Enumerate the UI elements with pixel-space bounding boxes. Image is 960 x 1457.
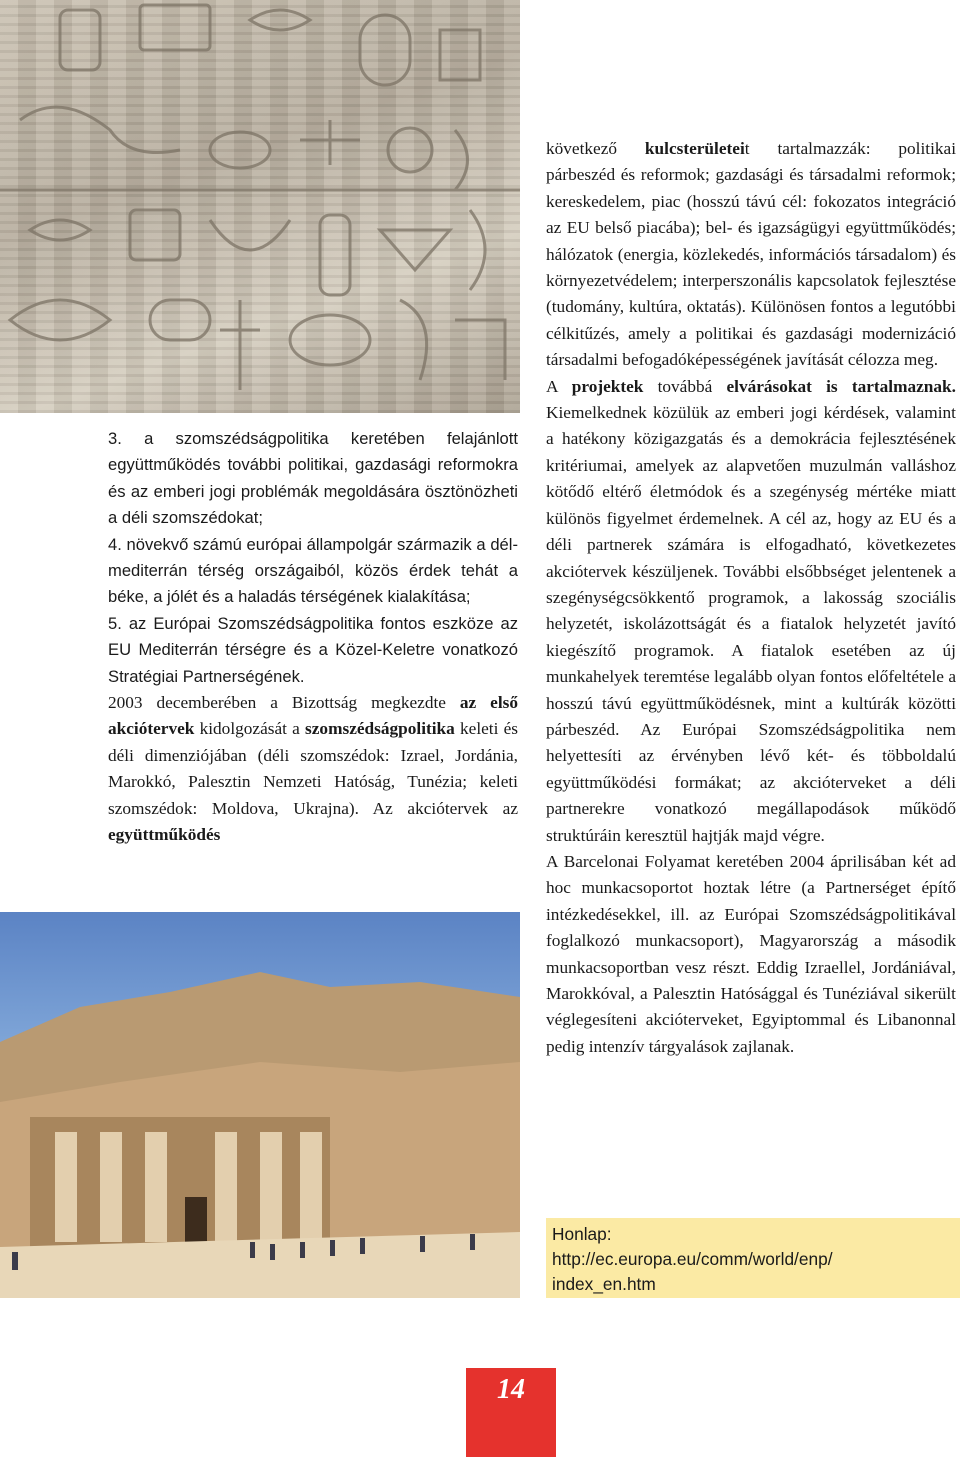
paragraph-action-plans xyxy=(108,690,518,848)
paragraph-text: 2003 decemberében a Bizottság megkezdte xyxy=(108,693,460,713)
list-item: 3. a szomszédságpolitika keretében felajánlott együttműködés további politikai, gazdasági reformokra és az emberi jogi problémák megoldására ösztönözheti a déli szomszédokat; xyxy=(108,429,518,528)
emphasis-text: projektek xyxy=(571,376,644,396)
emphasis-text: az első akciótervek xyxy=(108,693,518,739)
page-number: 14 xyxy=(466,1368,556,1457)
left-text-column xyxy=(108,426,518,849)
paragraph-text: következő xyxy=(546,139,645,158)
paragraph-projects xyxy=(546,374,956,849)
emphasis-text: szomszédságpolitika xyxy=(305,719,455,739)
list-item: 4. növekvő számú európai állampolgár származik a dél-mediterrán térség országaiból, közös érdek tehát a béke, a jólét és a haladás térségének kialakítása; xyxy=(108,534,518,607)
emphasis-text: elvárásokat is tartalmaznak. xyxy=(726,376,956,396)
list-item: 5. az Európai Szomszédságpolitika fontos eszköze az EU Mediterrán térségre és a Közel-Keletre vonatkozó Stratégiai Partnerségének. xyxy=(108,613,518,686)
paragraph-text: keleti és déli dimenziójában (déli szomszédok: Izrael, Jordánia, Marokkó, Palesztin Nemzeti Hatóság, Tunézia; keleti szomszédok: Moldova, Ukrajna). Az akciótervek az xyxy=(108,719,519,818)
paragraph-text: A xyxy=(546,376,572,396)
hieroglyph-carvings xyxy=(0,0,520,413)
website-link[interactable]: http://ec.europa.eu/comm/world/enp/ xyxy=(552,1249,833,1269)
infobox-label: Honlap: xyxy=(552,1224,612,1244)
paragraph-text: Kiemelkednek közülük az emberi jogi kérdések, valamint a hatékony közigazgatás és a demokrácia fejlesztésének kritériumai, amelyek az alapvetően muzulmán valláshoz kötődő eltérő életmódok és a szegénység mértéke miatt különös figyelmet érdemelnek. A cél az, hogy az EU és a déli partnerek számára is elfogadható, következetes akciótervek készüljenek. További elsőbbséget jelentenek a szegénységcsökkentő programok, a lakosság szociális helyzetét, iskolázottságát és a fiatalok helyzetét javító kiegészítő programok. A fiatalok esetében az új munkahelyek teremtése legalább olyan fontos előfeltétele a hosszú távú együttműködésnek, mint a kultúrák közötti párbeszéd. Az Európai Szomszédságpolitika nem helyettesíti az érvényben lévő két- és többoldalú együttműködési formákat; az akcióterveket a déli partnerekre vonatkozó megállapodások működő struktúráin keresztül hajtják majd végre. xyxy=(546,403,956,845)
temple-photo xyxy=(0,912,520,1298)
emphasis-text: kulcsterületei xyxy=(644,139,745,158)
paragraph-barcelona-process: A Barcelonai Folyamat keretében 2004 áprilisában két ad hoc munkacsoportot hoztak létre (a Partnerséget építő intézkedésekkel, ill. az Európai Szomszédságpolitikával foglalkozó munkacsoport), Magyarország a második munkacsoportban vesz részt. Eddig Izraellel, Jordániával, Marokkóval, a Palesztin Hatósággal és Tunéziával sikerült véglegesíteni akcióterveket, Egyiptommal és Libanonnal pedig intenzív tárgyalások zajlanak. xyxy=(546,851,956,1056)
paragraph-text: t tartalmazzák: politikai párbeszéd és reformok; gazdasági és társadalmi reformok; kereskedelem, piac (hosszú távú cél: fokozatos integráció az EU belső piacába); bel- és igazságügyi együttműködés; hálózatok (energia, közlekedés, információs társadalom) és környezetvédelem; interperszonális kapcsolatok fejlesztése (tudomány, kultúra, oktatás). Különösen fontos a legutóbbi célkitűzés, amely a politikai és gazdasági modernizáció társadalmi befogadóképességének javítását célozza meg. xyxy=(546,139,957,370)
website-infobox xyxy=(546,1218,960,1298)
emphasis-text: együttműködés xyxy=(108,825,221,845)
paragraph-text: kidolgozását a xyxy=(194,719,306,739)
paragraph-text: továbbá xyxy=(643,376,727,396)
right-text-column xyxy=(546,136,956,1060)
hieroglyph-wall-photo xyxy=(0,0,520,413)
temple-scene xyxy=(0,912,520,1298)
paragraph-key-areas xyxy=(546,136,956,374)
website-link-continued[interactable]: index_en.htm xyxy=(552,1274,656,1294)
